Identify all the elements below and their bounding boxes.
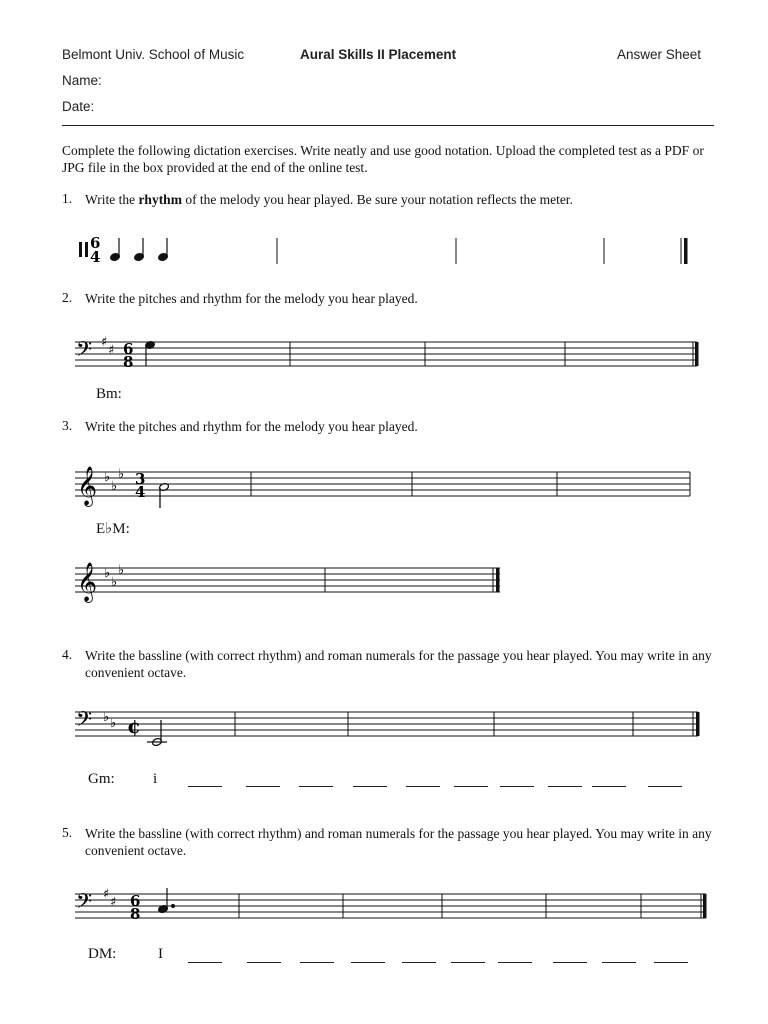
final-barline-thick — [496, 568, 500, 592]
exercise-5-prompt: Write the bassline (with correct rhythm) and roman numerals for the passage you hear played. You may write in any convenient octave. — [85, 826, 712, 858]
roman-blank[interactable] — [299, 786, 333, 787]
page-title: Aural Skills II Placement — [300, 47, 457, 62]
roman-blank[interactable] — [406, 786, 440, 787]
exercise-4-prompt: Write the bassline (with correct rhythm) and roman numerals for the passage you hear played. You may write in any convenient octave. — [85, 648, 712, 680]
exercise-1-number: 1. — [62, 191, 73, 206]
treble-clef-icon: 𝄞 — [77, 562, 98, 602]
cut-time-icon: ¢ — [127, 714, 141, 738]
date-label: Date: — [62, 99, 95, 114]
roman-blank[interactable] — [353, 786, 387, 787]
percussion-clef-icon — [79, 242, 82, 257]
dotted-quarter-note-d — [158, 888, 175, 914]
exercise-3-prompt: Write the pitches and rhythm for the melody you hear played. — [85, 419, 418, 434]
time-sig-bottom: 8 — [130, 905, 141, 923]
percussion-clef-icon-bar — [85, 242, 88, 257]
roman-blank[interactable] — [451, 962, 485, 963]
exercise-5-staff[interactable] — [0, 882, 768, 942]
sharp-icon: ♯ — [108, 343, 115, 358]
exercise-2-prompt: Write the pitches and rhythm for the melody you hear played. — [85, 291, 418, 306]
bass-clef-icon: 𝄢 — [76, 337, 93, 366]
header-divider — [62, 125, 714, 126]
time-sig-top: 6 — [123, 340, 134, 358]
bass-clef-icon: 𝄢 — [76, 889, 93, 918]
roman-blank[interactable] — [592, 786, 626, 787]
exercise-1-rhythm-staff[interactable] — [0, 232, 768, 272]
time-sig-bottom: 4 — [135, 483, 146, 501]
final-barline-thick — [684, 238, 688, 264]
quarter-note — [134, 238, 145, 262]
time-sig-top: 6 — [130, 892, 141, 910]
roman-blank[interactable] — [654, 962, 688, 963]
flat-icon: ♭ — [110, 716, 117, 731]
exercise-2-key-label: Bm: — [96, 386, 122, 402]
exercise-1-prompt: Write the rhythm of the melody you hear played. Be sure your notation reflects the meter. — [85, 192, 573, 207]
exercise-5-roman-first: I — [158, 946, 163, 962]
flat-icon: ♭ — [111, 575, 118, 590]
exercise-4-staff[interactable] — [0, 700, 768, 770]
flat-icon: ♭ — [111, 479, 118, 494]
sheet-label: Answer Sheet — [617, 47, 702, 62]
flat-icon: ♭ — [118, 563, 125, 578]
bass-clef-icon: 𝄢 — [76, 707, 93, 736]
exercise-3-key-label: E♭M: — [96, 521, 130, 537]
exercise-2-staff[interactable] — [0, 330, 768, 390]
half-note-b-flat — [159, 482, 170, 508]
roman-blank[interactable] — [246, 786, 280, 787]
sharp-icon: ♯ — [103, 887, 110, 902]
quarter-note-f-sharp — [145, 340, 156, 366]
flat-icon: ♭ — [103, 710, 110, 725]
exercise-4-roman-first: i — [153, 771, 158, 787]
school-name: Belmont Univ. School of Music — [62, 47, 245, 62]
quarter-note — [110, 238, 121, 262]
exercise-3-staff-1[interactable] — [0, 460, 768, 520]
exercise-5-number: 5. — [62, 825, 73, 840]
exercise-4-roman-blanks[interactable] — [0, 786, 768, 788]
roman-blank[interactable] — [402, 962, 436, 963]
sharp-icon: ♯ — [101, 335, 108, 350]
final-barline-thick — [695, 342, 699, 366]
exercise-5-key-label: DM: — [88, 946, 117, 962]
roman-blank[interactable] — [648, 786, 682, 787]
roman-blank[interactable] — [454, 786, 488, 787]
instructions: Complete the following dictation exercises. Write neatly and use good notation. Upload the completed test as a PDF or JPG file in the box provided at the end of the online test. — [62, 143, 704, 175]
roman-blank[interactable] — [188, 962, 222, 963]
time-sig-top: 3 — [135, 470, 146, 488]
final-barline-thick — [703, 894, 707, 918]
roman-blank[interactable] — [500, 786, 534, 787]
exercise-5-roman-blanks[interactable] — [0, 962, 768, 964]
time-sig-top: 6 — [90, 234, 101, 252]
roman-blank[interactable] — [548, 786, 582, 787]
roman-blank[interactable] — [247, 962, 281, 963]
roman-blank[interactable] — [188, 786, 222, 787]
roman-blank[interactable] — [553, 962, 587, 963]
flat-icon: ♭ — [104, 566, 111, 581]
roman-blank[interactable] — [351, 962, 385, 963]
exercise-3-number: 3. — [62, 418, 73, 433]
flat-icon: ♭ — [118, 467, 125, 482]
treble-clef-icon: 𝄞 — [77, 466, 98, 506]
exercise-2-number: 2. — [62, 290, 73, 305]
exercise-3-staff-2[interactable] — [0, 556, 768, 616]
exercise-4-number: 4. — [62, 647, 73, 662]
exercise-4-key-label: Gm: — [88, 771, 115, 787]
time-sig-bottom: 8 — [123, 353, 134, 371]
quarter-note — [158, 238, 169, 262]
sharp-icon: ♯ — [110, 895, 117, 910]
roman-blank[interactable] — [498, 962, 532, 963]
roman-blank[interactable] — [300, 962, 334, 963]
final-barline-thick — [696, 712, 700, 736]
time-sig-bottom: 4 — [90, 248, 101, 266]
roman-blank[interactable] — [602, 962, 636, 963]
flat-icon: ♭ — [104, 470, 111, 485]
name-label: Name: — [62, 73, 102, 88]
